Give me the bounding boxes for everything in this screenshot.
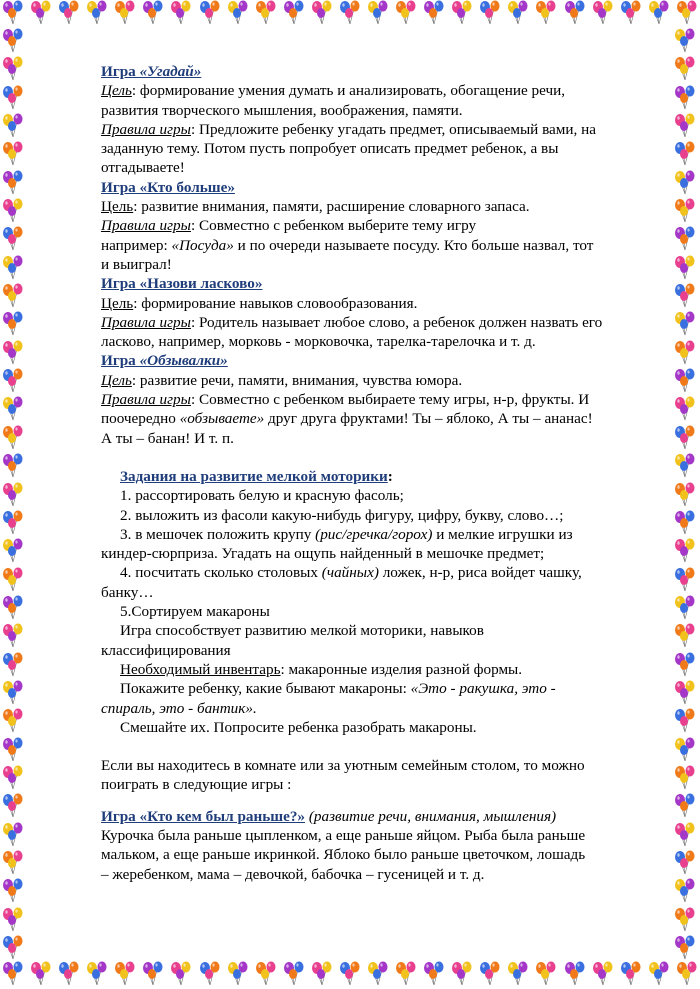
balloon-bunch-icon [0,623,26,649]
motor-item-2: 2. выложить из фасоли какую-нибудь фигуру, цифру, букву, слово…; [120,506,564,524]
balloon-bunch-icon [168,961,194,987]
balloon-bunch-icon [0,396,26,422]
motor-show-cont: спираль, это - бантик». [101,699,257,717]
motor-mix: Смешайте их. Попросите ребенка разобрать макароны. [120,718,477,736]
intro-text-cont: поиграть в следующие игры : [101,776,292,794]
balloon-bunch-icon [672,595,698,621]
balloon-bunch-icon [140,961,166,987]
balloon-bunch-icon [672,765,698,791]
game-call-kindly-rules: Правила игры: Родитель называет любое слово, а ребенок должен назвать его [101,313,603,331]
game-who-was-title: Игра «Кто кем был раньше?» (развитие речи, внимания, мышления) [101,807,557,825]
balloon-bunch-icon [0,652,26,678]
balloon-bunch-icon [393,0,419,26]
balloon-bunch-icon [672,850,698,876]
motor-item-4-cont: банку… [101,583,154,601]
balloon-bunch-icon [477,961,503,987]
balloon-bunch-icon [365,0,391,26]
balloon-border-left [0,28,28,961]
balloon-bunch-icon [672,56,698,82]
motor-item-3: 3. в мешочек положить крупу (рис/гречка/горох) и мелкие игрушки из [120,525,573,543]
balloon-bunch-icon [646,961,672,987]
balloon-bunch-icon [0,425,26,451]
balloon-bunch-icon [309,961,335,987]
balloon-bunch-icon [533,961,559,987]
balloon-bunch-icon [421,0,447,26]
game-name-calling-rules-cont: поочередно «обзываете» друг друга фруктами! Ты – яблоко, А ты – ананас! [101,410,593,428]
balloon-bunch-icon [0,765,26,791]
balloon-bunch-icon [0,793,26,819]
balloon-bunch-icon [84,961,110,987]
balloon-bunch-icon [0,28,26,54]
balloon-bunch-icon [365,961,391,987]
balloon-bunch-icon [0,961,26,987]
balloon-bunch-icon [0,340,26,366]
balloon-bunch-icon [672,28,698,54]
game-who-more-rules: Правила игры: Совместно с ребенком выберите тему игру [101,217,477,235]
balloon-bunch-icon [393,961,419,987]
balloon-bunch-icon [672,425,698,451]
game-who-more-rules-cont2: и выиграл! [101,255,172,273]
game-who-was-text-cont: мальком, а еще раньше икринкой. Яблоко было раньше цветочком, лошадь [101,846,586,864]
balloon-bunch-icon [281,961,307,987]
balloon-bunch-icon [225,0,251,26]
game-name-calling-rules: Правила игры: Совместно с ребенком выбираете тему игры, н-р, фрукты. И [101,391,590,409]
balloon-bunch-icon [672,652,698,678]
game-call-kindly-goal: Цель: формирование навыков словообразования. [101,294,418,312]
motor-item-5: 5.Сортируем макароны [120,603,270,621]
game-name-calling-goal: Цель: развитие речи, памяти, внимания, чувства юмора. [101,371,463,389]
balloon-bunch-icon [562,961,588,987]
balloon-bunch-icon [197,0,223,26]
balloon-bunch-icon [0,850,26,876]
balloon-bunch-icon [225,961,251,987]
balloon-bunch-icon [672,311,698,337]
balloon-bunch-icon [0,935,26,961]
balloon-bunch-icon [0,907,26,933]
balloon-bunch-icon [533,0,559,26]
balloon-bunch-icon [672,680,698,706]
document-body [101,62,649,884]
balloon-border-top [0,0,700,28]
motor-item-1: 1. рассортировать белую и красную фасоль; [120,487,404,505]
balloon-bunch-icon [0,113,26,139]
game-call-kindly-rules-cont: ласково, например, морковь - морковочка, тарелка-тарелочка и т. д. [101,333,536,351]
balloon-bunch-icon [672,935,698,961]
game-who-more-title: Игра «Кто больше» [101,178,235,196]
motor-description: Игра способствует развитию мелкой моторики, навыков [120,622,484,640]
game-name-calling-rules-cont2: А ты – банан! И т. п. [101,429,234,447]
game-who-more-goal: Цель: развитие внимания, памяти, расширение словарного запаса. [101,198,530,216]
balloon-bunch-icon [672,368,698,394]
game-guess-rules-cont: заданную тему. Потом пусть попробует описать предмет ребенок, а вы [101,140,559,158]
balloon-bunch-icon [0,170,26,196]
balloon-bunch-icon [0,226,26,252]
balloon-bunch-icon [0,0,26,26]
balloon-bunch-icon [672,255,698,281]
balloon-bunch-icon [672,793,698,819]
balloon-bunch-icon [197,961,223,987]
intro-text: Если вы находитесь в комнате или за уютным семейным столом, то можно [101,757,585,775]
game-who-was-text-cont2: – жеребенком, мама – девочкой, бабочка – гусеницей и т. д. [101,865,485,883]
balloon-bunch-icon [672,340,698,366]
balloon-bunch-icon [618,961,644,987]
balloon-bunch-icon [672,396,698,422]
balloon-bunch-icon [505,961,531,987]
balloon-bunch-icon [0,141,26,167]
balloon-bunch-icon [505,0,531,26]
balloon-bunch-icon [421,961,447,987]
balloon-bunch-icon [672,708,698,734]
balloon-bunch-icon [56,0,82,26]
balloon-bunch-icon [0,283,26,309]
balloon-bunch-icon [672,85,698,111]
game-call-kindly-title: Игра «Назови ласково» [101,275,263,293]
motor-item-3-cont: киндер-сюрприза. Угадать на ощупь найденный в мешочке предмет; [101,545,545,563]
balloon-bunch-icon [0,198,26,224]
balloon-bunch-icon [0,878,26,904]
balloon-border-bottom [0,961,700,989]
balloon-bunch-icon [337,0,363,26]
balloon-bunch-icon [672,453,698,479]
balloon-bunch-icon [672,878,698,904]
balloon-bunch-icon [0,737,26,763]
balloon-bunch-icon [112,961,138,987]
balloon-bunch-icon [309,0,335,26]
balloon-bunch-icon [590,961,616,987]
balloon-bunch-icon [672,822,698,848]
motor-item-4: 4. посчитать сколько столовых (чайных) ложек, н-р, риса войдет чашку, [120,564,582,582]
balloon-bunch-icon [672,226,698,252]
balloon-bunch-icon [0,482,26,508]
balloon-bunch-icon [0,822,26,848]
balloon-bunch-icon [672,198,698,224]
balloon-bunch-icon [140,0,166,26]
balloon-bunch-icon [562,0,588,26]
balloon-bunch-icon [672,737,698,763]
balloon-bunch-icon [590,0,616,26]
balloon-bunch-icon [28,961,54,987]
motor-show: Покажите ребенку, какие бывают макароны: «Это - ракушка, это - [120,680,556,698]
balloon-bunch-icon [112,0,138,26]
balloon-bunch-icon [0,368,26,394]
game-guess-goal: Цель: формирование умения думать и анализировать, обогащение речи, [101,82,566,100]
balloon-bunch-icon [449,961,475,987]
balloon-bunch-icon [672,170,698,196]
balloon-bunch-icon [28,0,54,26]
balloon-bunch-icon [672,623,698,649]
balloon-bunch-icon [618,0,644,26]
balloon-bunch-icon [674,0,700,26]
balloon-bunch-icon [0,453,26,479]
balloon-bunch-icon [0,567,26,593]
balloon-bunch-icon [56,961,82,987]
motor-description-cont: классифицирования [101,641,231,659]
game-guess-rules: Правила игры: Предложите ребенку угадать предмет, описываемый вами, на [101,120,596,138]
balloon-bunch-icon [672,482,698,508]
balloon-bunch-icon [0,595,26,621]
balloon-border-right [672,28,700,961]
balloon-bunch-icon [672,510,698,536]
balloon-bunch-icon [0,255,26,281]
balloon-bunch-icon [84,0,110,26]
balloon-bunch-icon [281,0,307,26]
balloon-bunch-icon [674,961,700,987]
balloon-bunch-icon [672,283,698,309]
game-name-calling-title: Игра «Обзывалки» [101,352,228,370]
balloon-bunch-icon [646,0,672,26]
game-guess-rules-cont2: отгадываете! [101,159,185,177]
game-who-more-rules-cont: например: «Посуда» и по очереди называете посуду. Кто больше назвал, тот [101,236,594,254]
balloon-bunch-icon [672,141,698,167]
motor-section-title: Задания на развитие мелкой моторики: [120,467,393,485]
balloon-bunch-icon [672,113,698,139]
balloon-bunch-icon [449,0,475,26]
balloon-bunch-icon [0,708,26,734]
game-guess-goal-cont: развития творческого мышления, воображения, памяти. [101,101,463,119]
balloon-bunch-icon [0,680,26,706]
balloon-bunch-icon [0,538,26,564]
balloon-bunch-icon [0,311,26,337]
balloon-bunch-icon [337,961,363,987]
game-who-was-text: Курочка была раньше цыпленком, а еще раньше яйцом. Рыба была раньше [101,826,586,844]
motor-inventory: Необходимый инвентарь: макаронные изделия разной формы. [120,660,523,678]
balloon-bunch-icon [0,510,26,536]
game-guess-title: Игра «Угадай» [101,63,202,80]
balloon-bunch-icon [672,907,698,933]
balloon-bunch-icon [168,0,194,26]
balloon-bunch-icon [253,0,279,26]
balloon-bunch-icon [253,961,279,987]
balloon-bunch-icon [672,538,698,564]
balloon-bunch-icon [477,0,503,26]
balloon-bunch-icon [0,85,26,111]
balloon-bunch-icon [0,56,26,82]
balloon-bunch-icon [672,567,698,593]
